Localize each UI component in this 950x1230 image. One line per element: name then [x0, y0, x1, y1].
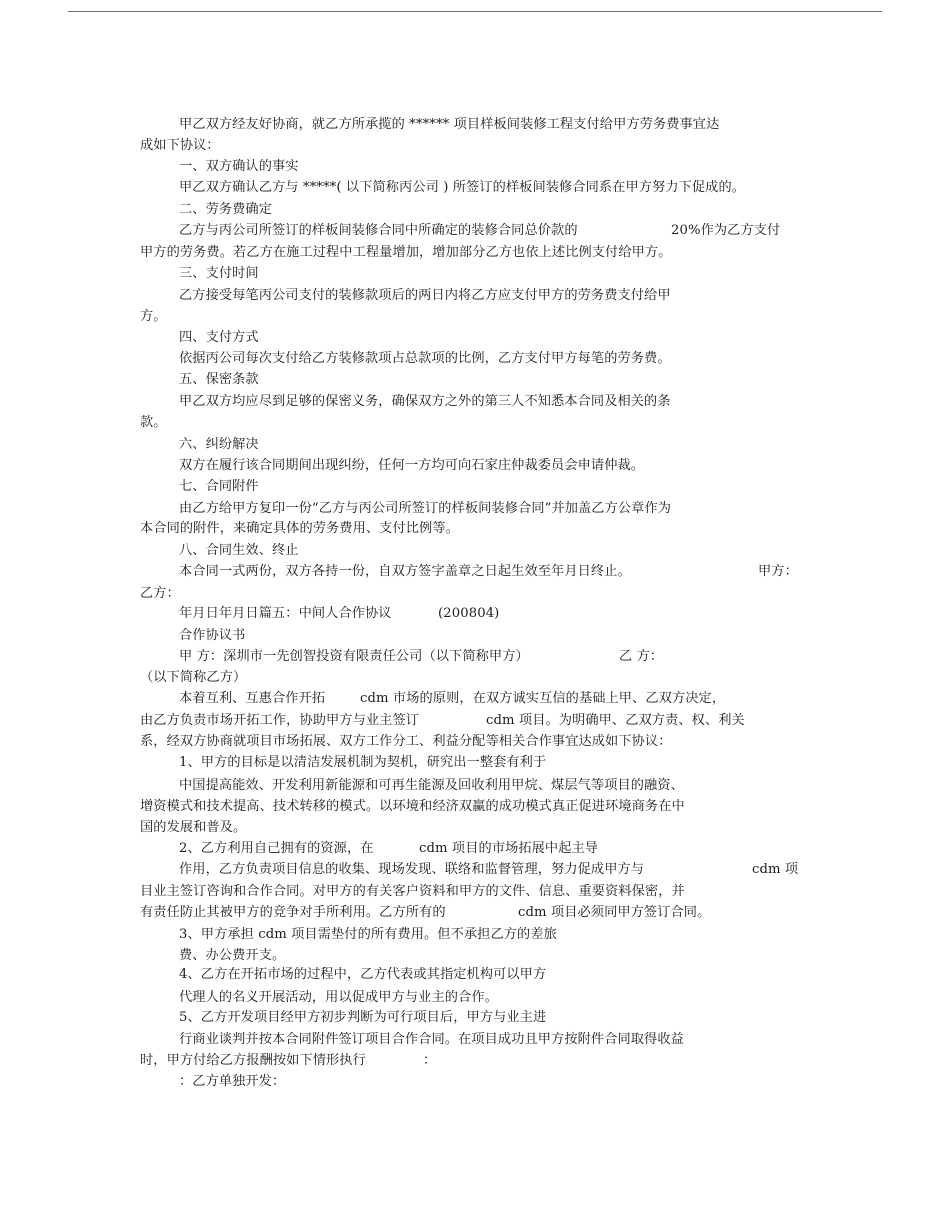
- clause-item: 2、乙方利用自己拥有的资源，在: [179, 841, 374, 856]
- section-heading: 五、保密条款: [179, 372, 259, 387]
- text-line: 增资模式和技术提高、技术转移的模式。以环境和经济双赢的成功模式真正促进环境商务在中: [140, 799, 685, 814]
- text-line: cdm 项目。为明确甲、乙双方责、权、利关: [486, 713, 745, 728]
- signature-party-b: 乙方：: [140, 586, 180, 601]
- text-line: 依据丙公司每次支付给乙方装修款项占总款项的比例，乙方支付甲方每笔的劳务费。: [179, 351, 671, 366]
- text-line: 甲乙双方均应尽到足够的保密义务，确保双方之外的第三人不知悉本合同及相关的条: [179, 394, 671, 409]
- text-line: 款。: [140, 415, 167, 430]
- section-heading: 四、支付方式: [179, 330, 259, 345]
- text-line: 双方在履行该合同期间出现纠纷，任何一方均可向石家庄仲裁委员会申请仲裁。: [179, 458, 645, 473]
- text-line: 中国提高能效、开发利用新能源和可再生能源及回收利用甲烷、煤层气等项目的融资、: [179, 778, 684, 793]
- clause-item: 4、乙方在开拓市场的过程中，乙方代表或其指定机构可以甲方: [179, 967, 547, 982]
- text-line: （以下简称乙方）: [140, 670, 247, 685]
- text-line: 本合同一式两份，双方各持一份，自双方签字盖章之日起生效至年月日终止。: [179, 564, 631, 579]
- text-line: 作用，乙方负责项目信息的收集、现场发现、联络和监督管理，努力促成甲方与: [179, 862, 645, 877]
- text-line: ：: [423, 1053, 437, 1068]
- clause-item: 5、乙方开发项目经甲方初步判断为可行项目后，甲方与业主进: [179, 1010, 547, 1025]
- section-heading: 一、双方确认的事实: [179, 159, 299, 174]
- section-heading: 八、合同生效、终止: [179, 543, 299, 558]
- text-line: cdm 项目必须同甲方签订合同。: [518, 905, 711, 920]
- text-line: 费、办公费开支。: [179, 948, 286, 963]
- document-title: 合作协议书: [179, 628, 246, 643]
- section-heading: 七、合同附件: [179, 479, 259, 494]
- text-line: 20%作为乙方支付: [671, 223, 781, 238]
- text-line: 时，甲方付给乙方报酬按如下情形执行: [140, 1053, 366, 1068]
- text-line: 成如下协议：: [140, 138, 220, 153]
- text-line: cdm 项目的市场拓展中起主导: [419, 841, 599, 856]
- text-line: cdm 项: [752, 862, 799, 877]
- text-line: 代理人的名义开展活动，用以促成甲方与业主的合作。: [179, 990, 498, 1005]
- clause-item: 3、甲方承担 cdm 项目需垫付的所有费用。但不承担乙方的差旅: [179, 927, 557, 942]
- text-line: 年月日年月日篇五：中间人合作协议: [179, 606, 392, 621]
- text-line: 行商业谈判并按本合同附件签订项目合作合同。在项目成功且甲方按附件合同取得收益: [179, 1032, 684, 1047]
- text-line: (200804): [438, 606, 500, 621]
- text-line: 有责任防止其被甲方的竞争对手所利用。乙方所有的: [140, 905, 446, 920]
- text-line: 乙方接受每笔丙公司支付的装修款项后的两日内将乙方应支付甲方的劳务费支付给甲: [179, 288, 671, 303]
- text-line: 由乙方给甲方复印一份“乙方与丙公司所签订的样板间装修合同”并加盖乙方公章作为: [179, 501, 672, 516]
- text-line: 乙方与丙公司所签订的样板间装修合同中所确定的装修合同总价款的: [179, 223, 578, 238]
- text-line: 本合同的附件，来确定具体的劳务费用、支付比例等。: [140, 521, 459, 536]
- section-heading: 三、支付时间: [179, 266, 259, 281]
- text-line: 甲乙双方经友好协商，就乙方所承揽的 ****** 项目样板间装修工程支付给甲方劳务费事宜达: [179, 117, 720, 132]
- section-heading: 二、劳务费确定: [179, 202, 273, 217]
- text-line: 国的发展和普及。: [140, 820, 247, 835]
- text-line: 甲方的劳务费。若乙方在施工过程中工程量增加，增加部分乙方也依上述比例支付给甲方。: [140, 245, 672, 260]
- text-line: 甲乙双方确认乙方与 *****( 以下简称丙公司 ) 所签订的样板间装修合同系在甲方努力下促成的。: [179, 180, 746, 195]
- clause-item: 1、甲方的目标是以清洁发展机制为契机，研究出一整套有利于: [179, 755, 547, 770]
- text-line: cdm 市场的原则，在双方诚实互信的基础上甲、乙双方决定，: [360, 691, 726, 706]
- text-line: 由乙方负责市场开拓工作，协助甲方与业主签订: [140, 713, 420, 728]
- header-rule: [68, 11, 882, 12]
- text-line: 本着互利、互惠合作开拓: [179, 691, 326, 706]
- text-line: 方。: [140, 309, 167, 324]
- section-heading: 六、纠纷解决: [179, 437, 259, 452]
- party-a-line: 甲 方：深圳市一先创智投资有限责任公司（以下简称甲方）: [179, 649, 529, 664]
- signature-party-a: 甲方：: [758, 564, 798, 579]
- text-line: 系，经双方协商就项目市场拓展、双方工作分工、利益分配等相关合作事宜达成如下协议：: [140, 734, 672, 749]
- text-line: ：乙方单独开发：: [179, 1074, 286, 1089]
- text-line: 目业主签订咨询和合作合同。对甲方的有关客户资料和甲方的文件、信息、重要资料保密，并: [140, 884, 685, 899]
- party-b-line: 乙 方：: [619, 649, 664, 664]
